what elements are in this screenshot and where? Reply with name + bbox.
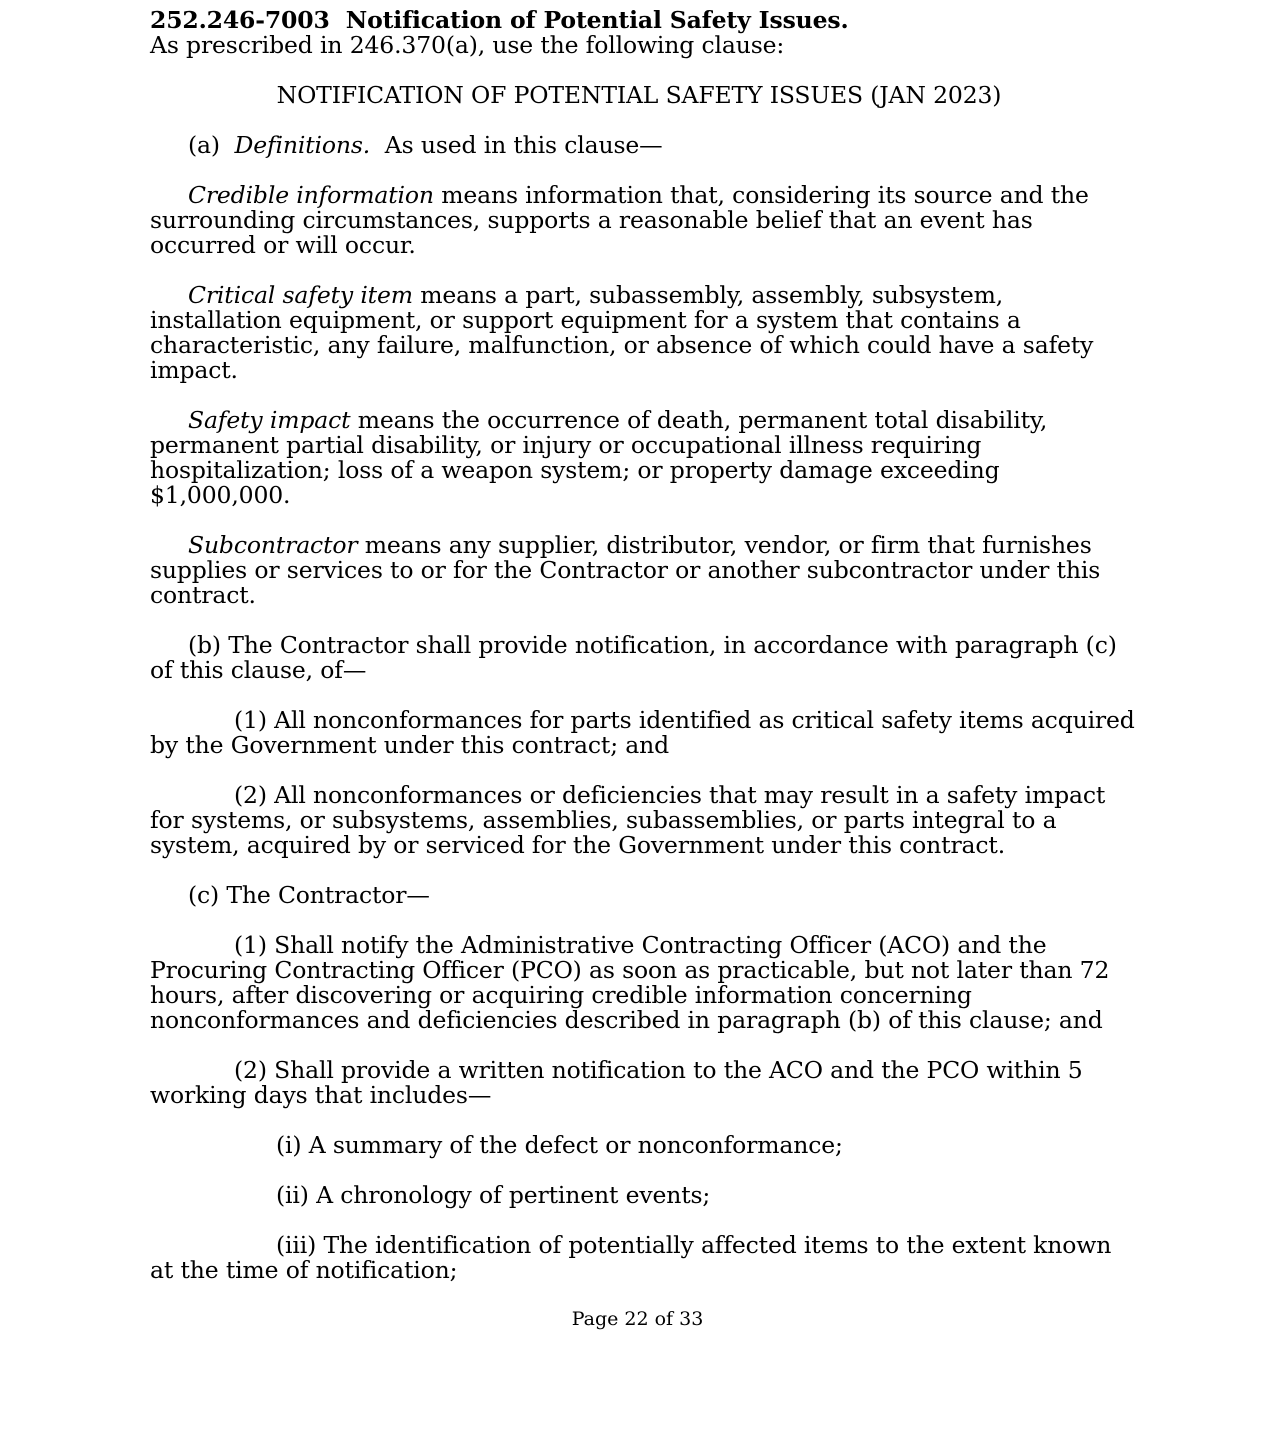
definition-term: Critical safety item	[188, 281, 413, 309]
paragraph-b-1: (1) All nonconformances for parts identified as critical safety items acquired by the Government under this contract; and	[150, 706, 1135, 759]
clause-title: NOTIFICATION OF POTENTIAL SAFETY ISSUES (JAN 2023)	[276, 81, 1002, 109]
page-number: Page 22 of 33	[571, 1308, 704, 1330]
definition-term: Safety impact	[188, 406, 351, 434]
paragraph-b-2: (2) All nonconformances or deficiencies that may result in a safety impact for systems, or subsystems, assemblies, subassemblies, or parts integral to a system, acquired by or serviced for the Government under this contract.	[150, 781, 1106, 859]
definition-text: means any supplier, distributor, vendor, or firm that furnishes supplies or services to or for the Contractor or another subcontractor under this contract.	[150, 531, 1101, 609]
paragraph-c-2-iii: (iii) The identification of potentially affected items to the extent known at the time of notification;	[150, 1231, 1112, 1284]
section-title: Notification of Potential Safety Issues.	[345, 6, 849, 34]
paragraph-c-2: (2) Shall provide a written notification to the ACO and the PCO within 5 working days that includes—	[150, 1056, 1083, 1109]
prescription-text: As prescribed in 246.370(a), use the following clause:	[150, 31, 785, 59]
definition-term: Subcontractor	[188, 531, 358, 559]
paragraph-c-2-ii: (ii) A chronology of pertinent events;	[276, 1181, 711, 1209]
section-heading	[150, 8, 1140, 33]
paragraph-b: (b) The Contractor shall provide notification, in accordance with paragraph (c) of this clause, of—	[150, 631, 1117, 684]
definition-text: means information that, considering its source and the surrounding circumstances, supports a reasonable belief that an event has occurred or will occur.	[150, 181, 1089, 259]
definition-credible-information	[150, 183, 1140, 258]
paragraph-a	[150, 133, 1140, 158]
section-number: 252.246-7003	[150, 6, 330, 34]
paragraph-c: (c) The Contractor—	[188, 881, 430, 909]
definition-critical-safety-item	[150, 283, 1140, 383]
paragraph-a-text: As used in this clause—	[384, 131, 663, 159]
paragraph-c-1: (1) Shall notify the Administrative Contracting Officer (ACO) and the Procuring Contracting Officer (PCO) as soon as practicable, but not later than 72 hours, after discovering or acquiring credible information concerning nonconformances and deficiencies described in paragraph (b) of this clause; and	[150, 931, 1110, 1034]
definition-text: means the occurrence of death, permanent total disability, permanent partial disability, or injury or occupational illness requiring hospitalization; loss of a weapon system; or property damage exceeding $1,000,000.	[150, 406, 1048, 509]
paragraph-a-label: (a)	[188, 131, 220, 159]
paragraph-a-term: Definitions.	[234, 131, 371, 159]
definition-term: Credible information	[188, 181, 434, 209]
document-page	[150, 8, 1140, 1308]
definition-safety-impact	[150, 408, 1140, 508]
paragraph-c-2-i: (i) A summary of the defect or nonconformance;	[276, 1131, 843, 1159]
definition-text: means a part, subassembly, assembly, subsystem, installation equipment, or support equipment for a system that contains a characteristic, any failure, malfunction, or absence of which could have a safety impact.	[150, 281, 1094, 384]
definition-subcontractor	[150, 533, 1140, 608]
